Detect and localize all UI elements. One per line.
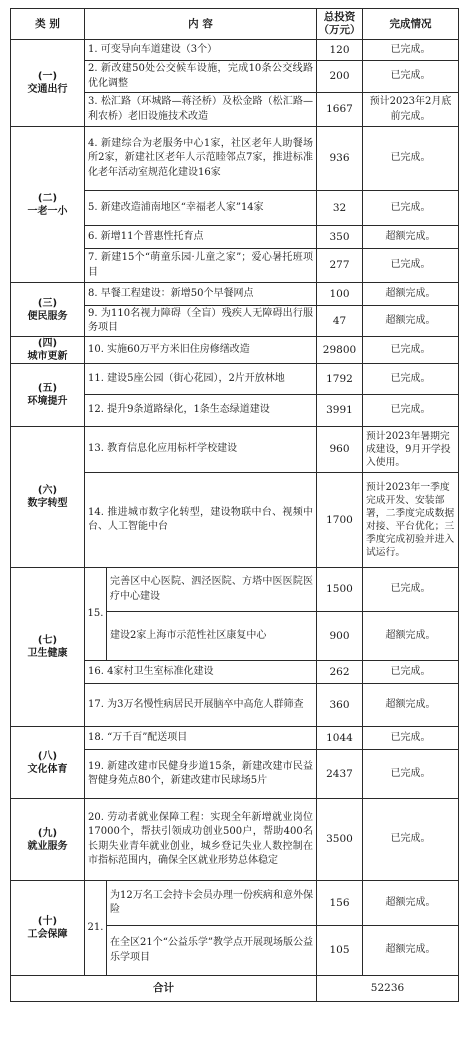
status-value: 已完成。	[363, 191, 459, 226]
project-number: 15.	[85, 568, 107, 661]
category-cell	[11, 283, 85, 337]
header-investment	[317, 9, 363, 40]
status-value: 超额完成。	[363, 283, 459, 306]
project-content: 建设2家上海市示范性社区康复中心	[107, 612, 317, 661]
project-content: 11. 建设5座公园（街心花园），2片开放林地	[85, 364, 317, 395]
category-number: (二)	[37, 192, 58, 204]
status-value: 超额完成。	[363, 306, 459, 337]
category-number: (八)	[37, 750, 58, 762]
project-content: 5. 新建改造浦南地区“幸福老人家”14家	[85, 191, 317, 226]
status-value: 已完成。	[363, 337, 459, 364]
project-content: 17. 为3万名慢性病居民开展脑卒中高危人群筛查	[85, 684, 317, 727]
total-label: 合计	[11, 976, 317, 1002]
header-row	[11, 9, 459, 40]
project-content: 6. 新增11个普惠性托育点	[85, 226, 317, 249]
category-number: (四)	[37, 338, 58, 349]
category-name: 卫生健康	[27, 648, 68, 659]
investment-value: 3500	[317, 799, 363, 881]
status-value: 已完成。	[363, 61, 459, 93]
project-content: 10. 实施60万平方米旧住房修缮改造	[85, 337, 317, 364]
project-content: 1. 可变导向车道建设（3个）	[85, 40, 317, 61]
category-name: 一老一小	[27, 205, 68, 217]
investment-value: 32	[317, 191, 363, 226]
total-row	[11, 976, 459, 1002]
table-row	[11, 727, 459, 750]
project-number: 21.	[85, 881, 107, 976]
table-row	[11, 127, 459, 191]
project-content: 在全区21个“公益乐学”教学点开展现场版公益乐学项目	[107, 926, 317, 976]
category-cell	[11, 799, 85, 881]
category-cell	[11, 568, 85, 727]
status-value: 已完成。	[363, 395, 459, 427]
category-cell	[11, 364, 85, 427]
project-content: 14. 推进城市数字化转型，建设物联中台、视频中台、人工智能中台	[85, 473, 317, 568]
project-content: 为12万名工会持卡会员办理一份疾病和意外保险	[107, 881, 317, 926]
status-value: 预计2023年2月底前完成。	[363, 93, 459, 127]
project-content: 4. 新建综合为老服务中心1家，社区老年人助餐场所2家，新建社区老年人示范睦邻点7家，推进标准化老年活动室规范化建设16家	[85, 127, 317, 191]
status-value: 已完成。	[363, 727, 459, 750]
table-row	[11, 881, 459, 926]
investment-value: 1044	[317, 727, 363, 750]
header-category: 类 别	[11, 9, 85, 40]
project-content: 7. 新建15个“萌童乐园·儿童之家”；爱心暑托班项目	[85, 249, 317, 283]
investment-value: 1500	[317, 568, 363, 612]
investment-value: 350	[317, 226, 363, 249]
status-value: 超额完成。	[363, 684, 459, 727]
category-cell	[11, 337, 85, 364]
category-name: 文化体育	[27, 763, 68, 775]
category-name: 环境提升	[27, 396, 68, 407]
project-content: 3. 松汇路（环城路—蒋泾桥）及松金路（松汇路—利农桥）老旧设施技术改造	[85, 93, 317, 127]
project-content: 9. 为110名视力障碍（全盲）残疾人无障碍出行服务项目	[85, 306, 317, 337]
header-content: 内 容	[85, 9, 317, 40]
category-cell	[11, 727, 85, 799]
category-name: 工会保障	[27, 929, 68, 940]
status-value: 已完成。	[363, 249, 459, 283]
category-number: (九)	[37, 827, 58, 839]
category-number: (三)	[37, 297, 58, 309]
investment-value: 200	[317, 61, 363, 93]
status-value: 已完成。	[363, 750, 459, 799]
investment-value: 277	[317, 249, 363, 283]
status-value: 超额完成。	[363, 226, 459, 249]
status-value: 已完成。	[363, 40, 459, 61]
investment-value: 262	[317, 661, 363, 684]
investment-value: 3991	[317, 395, 363, 427]
investment-value: 156	[317, 881, 363, 926]
investment-value: 1667	[317, 93, 363, 127]
project-content: 19. 新建改建市民健身步道15条，新建改建市民益智健身苑点80个，新建改建市民球场5片	[85, 750, 317, 799]
project-content: 18. “万千百”配送项目	[85, 727, 317, 750]
table-row	[11, 427, 459, 473]
investment-value: 120	[317, 40, 363, 61]
status-value: 已完成。	[363, 127, 459, 191]
category-cell	[11, 881, 85, 976]
project-content: 完善区中心医院、泗泾医院、方塔中医医院医疗中心建设	[107, 568, 317, 612]
header-investment-line2: （万元）	[318, 24, 361, 36]
category-number: (七)	[37, 635, 58, 646]
status-value: 预计2023年暑期完成建设，9月开学投入使用。	[363, 427, 459, 473]
status-value: 已完成。	[363, 799, 459, 881]
category-cell	[11, 40, 85, 127]
table-row	[11, 799, 459, 881]
project-content: 13. 教育信息化应用标杆学校建设	[85, 427, 317, 473]
project-table	[10, 8, 459, 1002]
investment-value: 105	[317, 926, 363, 976]
category-name: 城市更新	[27, 351, 68, 362]
investment-value: 100	[317, 283, 363, 306]
header-investment-line1: 总投资	[323, 11, 356, 23]
category-name: 就业服务	[27, 840, 68, 852]
total-value: 52236	[317, 976, 459, 1002]
project-table-sheet	[10, 8, 459, 1002]
category-name: 便民服务	[27, 310, 68, 322]
status-value: 已完成。	[363, 364, 459, 395]
status-value: 已完成。	[363, 661, 459, 684]
investment-value: 900	[317, 612, 363, 661]
table-row	[11, 283, 459, 306]
category-cell	[11, 127, 85, 283]
category-number: (十)	[37, 916, 58, 927]
investment-value: 1700	[317, 473, 363, 568]
project-content: 8. 早餐工程建设：新增50个早餐网点	[85, 283, 317, 306]
table-row	[11, 568, 459, 612]
status-value: 超额完成。	[363, 926, 459, 976]
investment-value: 1792	[317, 364, 363, 395]
category-number: (一)	[37, 71, 58, 82]
status-value: 预计2023年一季度完成开发、安装部署，二季度完成数据对接、平台优化；三季度完成初验并进入试运行。	[363, 473, 459, 568]
category-number: (五)	[37, 383, 58, 394]
investment-value: 29800	[317, 337, 363, 364]
category-name: 交通出行	[27, 84, 68, 95]
status-value: 已完成。	[363, 568, 459, 612]
investment-value: 47	[317, 306, 363, 337]
table-row	[11, 40, 459, 61]
table-row	[11, 337, 459, 364]
investment-value: 936	[317, 127, 363, 191]
status-value: 超额完成。	[363, 612, 459, 661]
category-number: (六)	[37, 485, 58, 496]
project-content: 2. 新改建50处公交候车设施，完成10条公交线路优化调整	[85, 61, 317, 93]
table-row	[11, 364, 459, 395]
investment-value: 960	[317, 427, 363, 473]
project-content: 12. 提升9条道路绿化，1条生态绿道建设	[85, 395, 317, 427]
project-content: 20. 劳动者就业保障工程：实现全年新增就业岗位17000个，帮扶引领成功创业500户，帮助400名长期失业青年就业创业，城乡登记失业人数控制在市指标范围内，确保全区就业形势总体稳定	[85, 799, 317, 881]
project-content: 16. 4家村卫生室标准化建设	[85, 661, 317, 684]
investment-value: 2437	[317, 750, 363, 799]
header-status: 完成情况	[363, 9, 459, 40]
category-name: 数字转型	[27, 498, 68, 509]
category-cell	[11, 427, 85, 568]
status-value: 超额完成。	[363, 881, 459, 926]
investment-value: 360	[317, 684, 363, 727]
